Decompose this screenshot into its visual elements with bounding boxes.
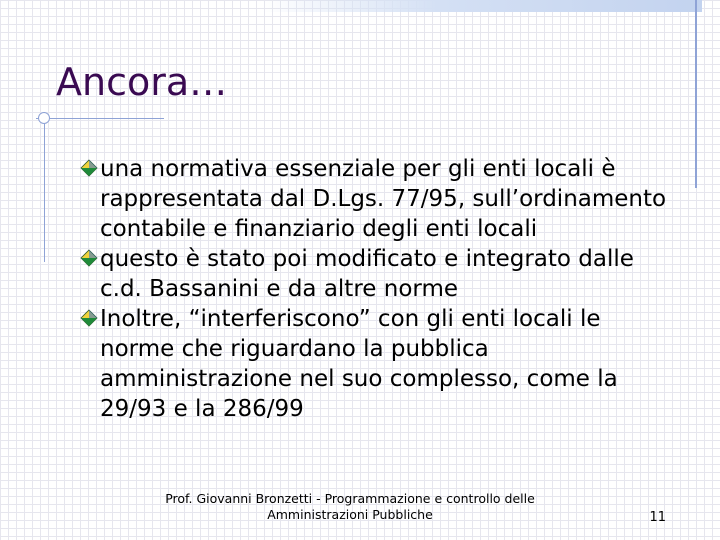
bullet-list: [80, 154, 680, 424]
bullet-text: una normativa essenziale per gli enti locali è rappresentata dal D.Lgs. 77/95, sull’ordinamento contabile e finanziario degli enti locali: [100, 156, 667, 242]
footer-text: [150, 491, 550, 523]
diamond-bullet-icon: [80, 159, 98, 177]
slide-title: Ancora…: [56, 60, 228, 104]
diamond-bullet-icon: [80, 249, 98, 267]
circle-marker-icon: [38, 112, 50, 124]
bullet-item: [80, 244, 680, 304]
bullet-text: questo è stato poi modificato e integrato dalle c.d. Bassanini e da altre norme: [100, 246, 634, 302]
diamond-bullet-icon: [80, 309, 98, 327]
page-number: 11: [649, 510, 666, 525]
footer-line-1: Prof. Giovanni Bronzetti - Programmazione e controllo delle: [165, 491, 535, 506]
bullet-item: [80, 154, 680, 244]
left-decorative-rule: [44, 112, 45, 262]
footer-line-2: Amministrazioni Pubbliche: [267, 507, 433, 522]
title-underline-rule: [36, 118, 164, 119]
top-decorative-bar: [262, 0, 702, 12]
right-decorative-rule: [695, 0, 697, 188]
bullet-item: [80, 304, 680, 424]
bullet-text: Inoltre, “interferiscono” con gli enti locali le norme che riguardano la pubblica amministrazione nel suo complesso, come la 29/93 e la 286/99: [100, 306, 618, 422]
